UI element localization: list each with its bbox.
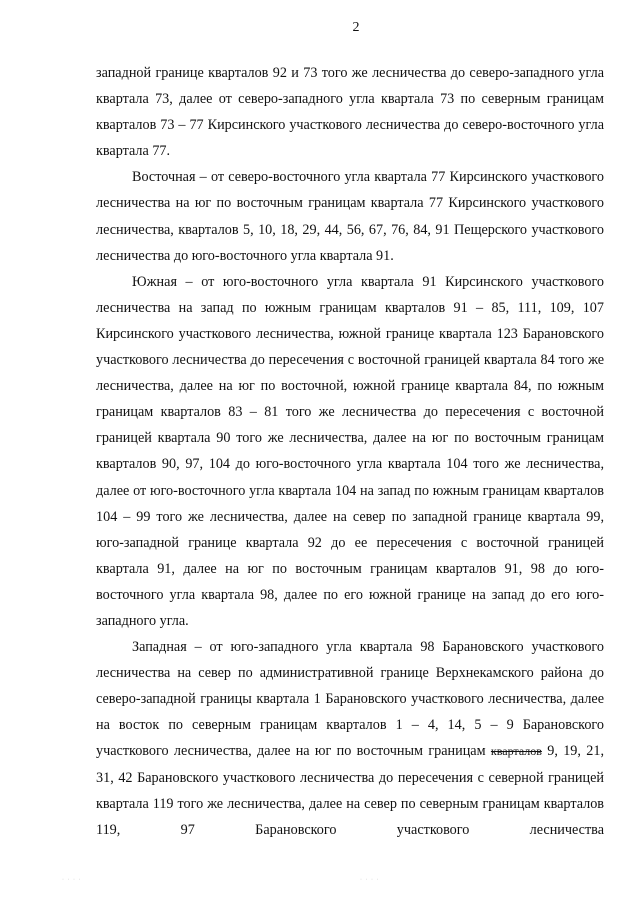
paragraph-west-text-after: 9, 19, 21, 31, 42 Барановского участкового лесничества до пересечения с северной границей квартала 119 того же лесничества, далее на север по северным границам кварталов 119, 97 Барановского участкового лесничества — [96, 743, 604, 838]
paragraph-west-text-before: Западная – от юго-западного угла квартала 98 Барановского участкового лесничества на север по административной границе Верхнекамского района до северо-западной границы квартала 1 Барановского участкового лесничества, далее на восток по северным границам кварталов 1 – 4, 14, 5 – 9 Барановского участкового лесничества, далее на юг по восточным границам — [96, 639, 604, 760]
document-body — [96, 60, 604, 843]
scan-mark-left: · · · · — [62, 877, 82, 883]
scan-mark-center: · · · · — [360, 877, 380, 883]
paragraph-south: Южная – от юго-восточного угла квартала 91 Кирсинского участкового лесничества на запад по южным границам кварталов 91 – 85, 111, 109, 107 Кирсинского участкового лесничества, южной границе квартала 123 Барановского участкового лесничества до пересечения с восточной границей квартала 84 того же лесничества, далее на юг по восточной, южной границе квартала 84, по южным границам кварталов 83 – 81 того же лесничества до пересечения с восточной границей квартала 90 того же лесничества, далее на юг по восточным границам кварталов 90, 97, 104 до юго-восточного угла квартала 104 того же лесничества, далее от юго-восточного угла квартала 104 на запад по южным границам кварталов 104 – 99 того же лесничества, далее на север по западной границе квартала 99, юго-западной границе квартала 92 до ее пересечения с восточной границей квартала 91, далее на юг по восточным границам кварталов 91, 98 до юго-восточного угла квартала 98, далее по его южной границе на запад до его юго-западного угла. — [96, 273, 604, 629]
paragraph-north-continued: западной границе кварталов 92 и 73 того же лесничества до северо-западного угла квартала 73, далее от северо-западного угла квартала 73 по северным границам кварталов 73 – 77 Кирсинского участкового лесничества до северо-восточного угла квартала 77. — [96, 65, 604, 160]
paragraph-west — [96, 634, 604, 843]
page-number: 2 — [352, 20, 360, 35]
paragraph-east: Восточная – от северо-восточного угла квартала 77 Кирсинского участкового лесничества на юг по восточным границам квартала 77 Кирсинского участкового лесничества, кварталов 5, 10, 18, 29, 44, 56, 67, 76, 84, 91 Пещерского участкового лесничества до юго-восточного угла квартала 91. — [96, 169, 604, 264]
struck-correction: кварталов — [490, 744, 542, 759]
footer-scan-marks — [0, 877, 640, 889]
